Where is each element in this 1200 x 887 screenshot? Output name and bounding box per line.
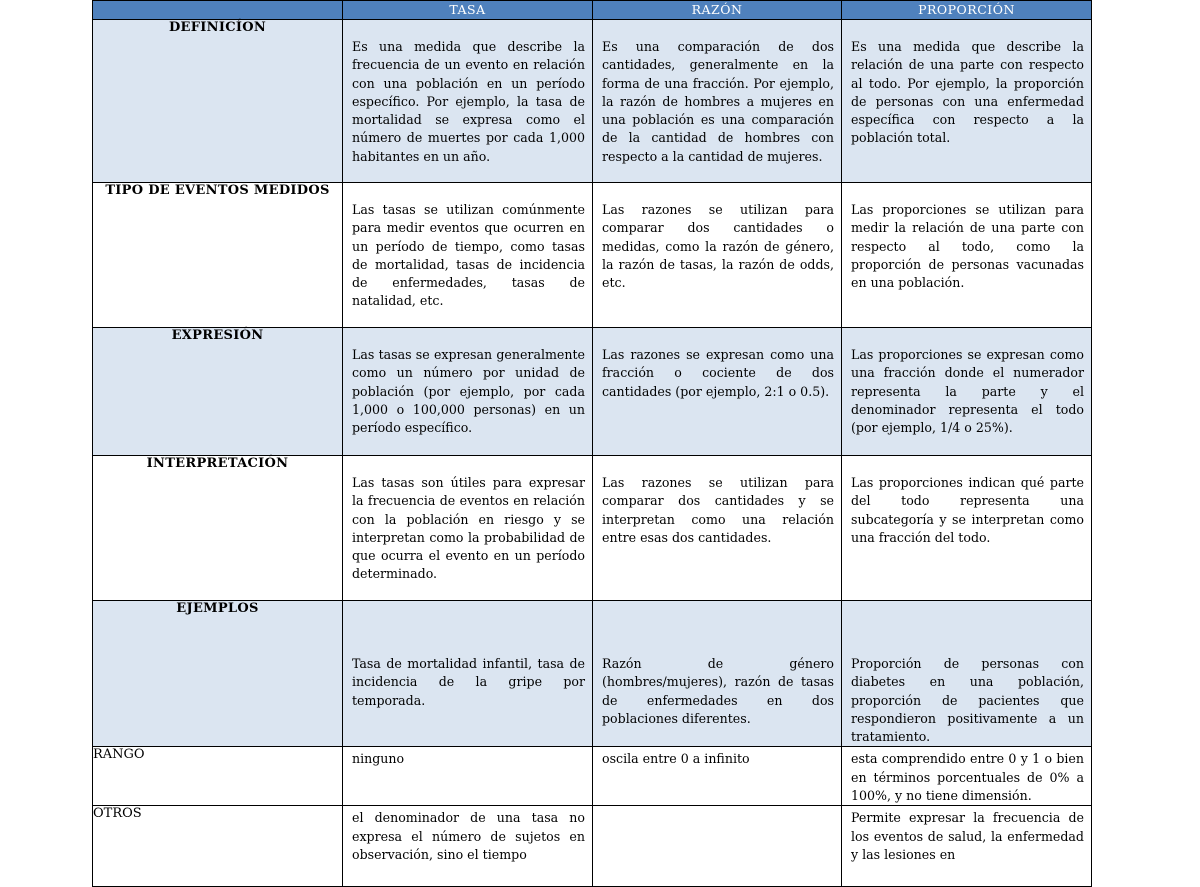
header-tasa: TASA: [343, 1, 593, 20]
cell-proporcion: Las proporciones se utilizan para medir la relación de una parte con respecto al todo, como la proporción de personas vacunadas en una población.: [851, 202, 1084, 291]
header-razon: RAZÓN: [593, 1, 842, 20]
row-label: EJEMPLOS: [93, 601, 343, 747]
comparison-table: [92, 0, 1092, 887]
row-label: OTROS: [93, 806, 343, 887]
table-row: [93, 20, 1092, 183]
cell-proporcion: Permite expresar la frecuencia de los eventos de salud, la enfermedad y las lesiones en: [851, 810, 1084, 862]
header-row: [93, 1, 1092, 20]
cell-tasa: Es una medida que describe la frecuencia de un evento en relación con una población en un período específico. Por ejemplo, la tasa de mortalidad se expresa como el número de muertes por cada 1,000 habitantes en un año.: [352, 39, 585, 164]
row-label: INTERPRETACIÓN: [93, 456, 343, 601]
row-label: TIPO DE EVENTOS MEDIDOS: [93, 183, 343, 328]
table-row: [93, 183, 1092, 328]
cell-proporcion: Es una medida que describe la relación de una parte con respecto al todo. Por ejemplo, la proporción de personas con una enfermedad específica con respecto a la población total.: [851, 39, 1084, 146]
header-proporcion: PROPORCIÓN: [842, 1, 1092, 20]
cell-tasa: Las tasas se utilizan comúnmente para medir eventos que ocurren en un período de tiempo, como tasas de mortalidad, tasas de incidencia de enfermedades, tasas de natalidad, etc.: [352, 202, 585, 309]
row-label: RANGO: [93, 747, 343, 806]
table-row: [93, 601, 1092, 747]
cell-razon: Es una comparación de dos cantidades, generalmente en la forma de una fracción. Por ejemplo, la razón de hombres a mujeres en una población es una comparación de la cantidad de hombres con respecto a la cantidad de mujeres.: [602, 39, 834, 164]
cell-tasa: Tasa de mortalidad infantil, tasa de incidencia de la gripe por temporada.: [352, 656, 585, 708]
cell-razon: [593, 806, 841, 809]
cell-razon: Las razones se utilizan para comparar dos cantidades y se interpretan como una relación entre esas dos cantidades.: [602, 475, 834, 545]
row-label: EXPRESIÓN: [93, 328, 343, 456]
cell-proporcion: esta comprendido entre 0 y 1 o bien en términos porcentuales de 0% a 100%, y no tiene dimensión.: [851, 751, 1084, 804]
cell-proporcion: Proporción de personas con diabetes en una población, proporción de pacientes que respondieron positivamente a un tratamiento.: [851, 656, 1084, 745]
table-row: [93, 328, 1092, 456]
cell-proporcion: Las proporciones se expresan como una fracción donde el numerador representa la parte y el denominador representa el todo (por ejemplo, 1/4 o 25%).: [851, 347, 1084, 436]
cell-proporcion: Las proporciones indican qué parte del todo representa una subcategoría y se interpretan como una fracción del todo.: [851, 475, 1084, 545]
cell-razon: Las razones se utilizan para comparar dos cantidades o medidas, como la razón de género, la razón de tasas, la razón de odds, etc.: [602, 202, 834, 291]
table-row: [93, 456, 1092, 601]
row-label: DEFINICÍON: [93, 20, 343, 183]
cell-tasa: Las tasas se expresan generalmente como un número por unidad de población (por ejemplo, por cada 1,000 o 100,000 personas) en un período específico.: [352, 347, 585, 436]
cell-razon: Razón de género (hombres/mujeres), razón de tasas de enfermedades en dos poblaciones diferentes.: [602, 656, 834, 726]
cell-razon: Las razones se expresan como una fracción o cociente de dos cantidades (por ejemplo, 2:1 o 0.5).: [602, 347, 834, 399]
cell-tasa: Las tasas son útiles para expresar la frecuencia de eventos en relación con la población en riesgo y se interpretan como la probabilidad de que ocurra el evento en un período determinado.: [352, 475, 585, 582]
cell-razon: oscila entre 0 a infinito: [602, 751, 750, 767]
table-row: [93, 747, 1092, 806]
table-row: [93, 806, 1092, 887]
cell-tasa: el denominador de una tasa no expresa el número de sujetos en observación, sino el tiempo: [352, 810, 585, 862]
header-blank: [93, 1, 343, 20]
cell-tasa: ninguno: [352, 751, 405, 767]
